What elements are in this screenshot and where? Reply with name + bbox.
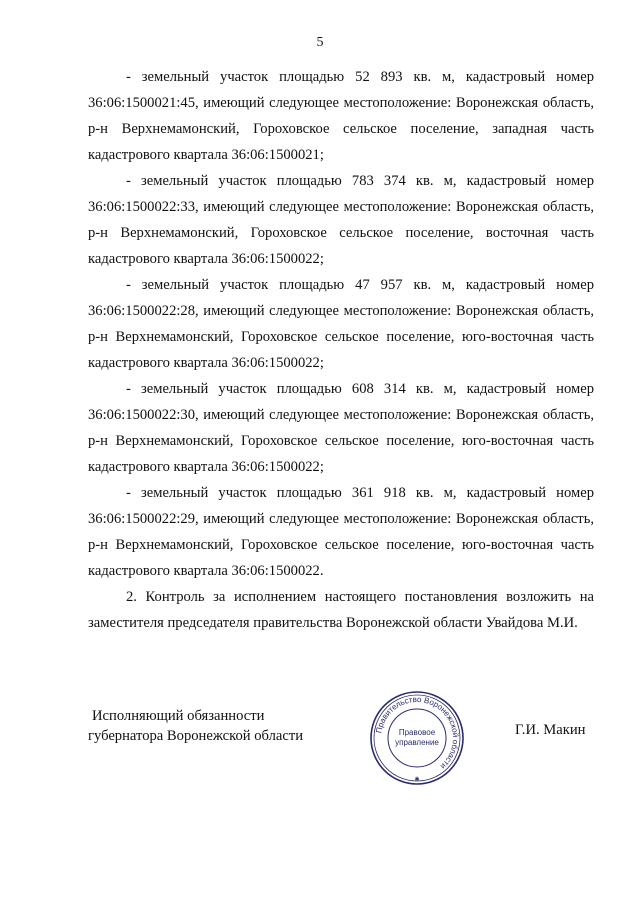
- page-number: 5: [316, 35, 324, 50]
- seal-center-line-2: управление: [395, 738, 439, 747]
- paragraph-parcel-5: - земельный участок площадью 361 918 кв. м, кадастровый номер 36:06:1500022:29, имеющий следующее местоположение: Воронежская область, р-н Верхнемамонский, Гороховское сельское поселение, юго-восточная часть кадастрового квартала 36:06:1500022.: [88, 485, 594, 579]
- paragraph-control-clause: 2. Контроль за исполнением настоящего постановления возложить на заместителя председателя правительства Воронежской области Увайдова М.И.: [88, 589, 594, 631]
- paragraph-parcel-3: - земельный участок площадью 47 957 кв. м, кадастровый номер 36:06:1500022:28, имеющий следующее местоположение: Воронежская область, р-н Верхнемамонский, Гороховское сельское поселение, юго-восточная часть кадастрового квартала 36:06:1500022;: [88, 277, 594, 371]
- signatory-title-line-2: губернатора Воронежской области: [88, 728, 304, 744]
- signatory-name: Г.И. Макин: [515, 722, 586, 738]
- paragraph-parcel-4: - земельный участок площадью 608 314 кв. м, кадастровый номер 36:06:1500022:30, имеющий следующее местоположение: Воронежская область, р-н Верхнемамонский, Гороховское сельское поселение, юго-восточная часть кадастрового квартала 36:06:1500022;: [88, 381, 594, 475]
- seal-center-line-1: Правовое: [398, 728, 436, 737]
- official-seal: [367, 688, 467, 788]
- signatory-title-line-1: Исполняющий обязанности: [92, 708, 265, 724]
- paragraph-parcel-2: - земельный участок площадью 783 374 кв. м, кадастровый номер 36:06:1500022:33, имеющий следующее местоположение: Воронежская область, р-н Верхнемамонский, Гороховское сельское поселение, восточная часть кадастрового квартала 36:06:1500022;: [88, 173, 594, 267]
- paragraph-parcel-1: - земельный участок площадью 52 893 кв. м, кадастровый номер 36:06:1500021:45, имеющий следующее местоположение: Воронежская область, р-н Верхнемамонский, Гороховское сельское поселение, западная часть кадастрового квартала 36:06:1500021;: [88, 69, 594, 163]
- seal-ring-text: Правительство Воронежской области: [374, 694, 461, 771]
- seal-star-icon: ✱: [414, 777, 420, 783]
- document-body: [88, 64, 594, 636]
- signatory-title: [88, 706, 328, 746]
